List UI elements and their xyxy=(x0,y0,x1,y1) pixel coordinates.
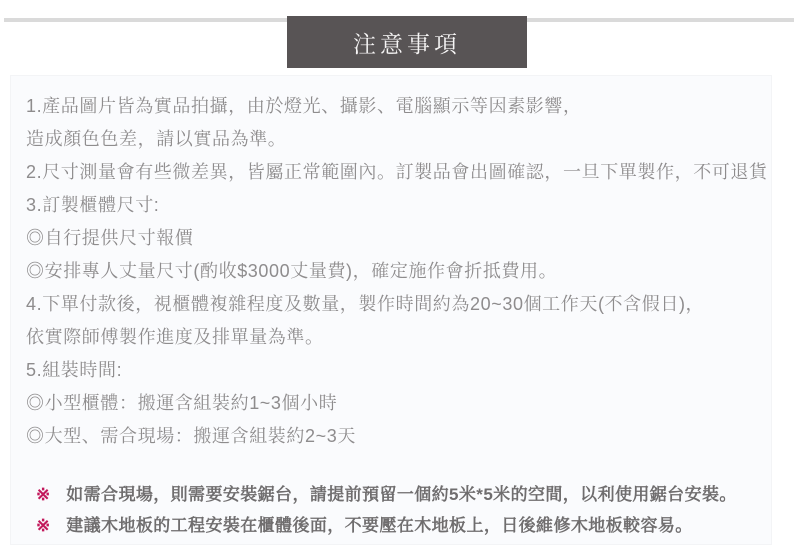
notice-line: 3.訂製櫃體尺寸: xyxy=(26,195,160,215)
notice-line: ◎安排專人丈量尺寸(酌收$3000丈量費)，確定施作會折抵費用。 xyxy=(26,261,558,281)
notice-line: 2.尺寸測量會有些微差異，皆屬正常範圍內。訂製品會出圖確認，一旦下單製作，不可退貨 xyxy=(26,162,768,182)
footnote-text: 建議木地板的工程安裝在櫃體後面，不要壓在木地板上，日後維修木地板較容易。 xyxy=(66,516,693,535)
notice-line: 5.組裝時間: xyxy=(26,360,123,380)
footnote-text: 如需合現場，則需要安裝鋸台，請提前預留一個約5米*5米的空間，以利使用鋸台安裝。 xyxy=(66,485,737,504)
notice-line: ◎大型、需合現場：搬運含組裝約2~3天 xyxy=(26,426,356,446)
footnote-item xyxy=(36,479,771,510)
footnotes-section xyxy=(26,479,771,541)
page-title: 注意事項 xyxy=(353,30,461,57)
footnote-item xyxy=(36,510,771,541)
reference-mark-icon: ※ xyxy=(36,485,51,504)
title-box xyxy=(287,16,527,68)
notice-line: ◎小型櫃體：搬運含組裝約1~3個小時 xyxy=(26,393,338,413)
notice-panel xyxy=(10,75,772,545)
reference-mark-icon: ※ xyxy=(36,516,51,535)
notice-line: 1.產品圖片皆為實品拍攝，由於燈光、攝影、電腦顯示等因素影響， xyxy=(26,96,582,116)
notice-line: 造成顏色色差，請以實品為準。 xyxy=(26,129,287,149)
notice-line: 依實際師傅製作進度及排單量為準。 xyxy=(26,327,324,347)
notice-line: 4.下單付款後，視櫃體複雜程度及數量，製作時間約為20~30個工作天(不含假日)， xyxy=(26,294,705,314)
notice-line: ◎自行提供尺寸報價 xyxy=(26,228,194,248)
